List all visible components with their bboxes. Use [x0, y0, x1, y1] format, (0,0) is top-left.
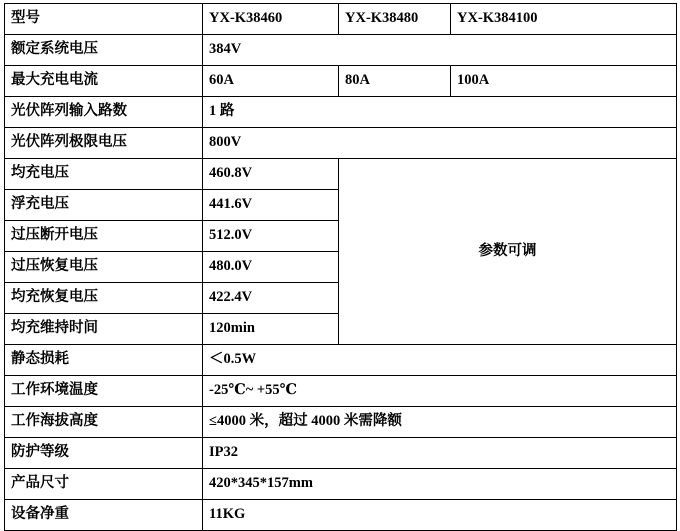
adjustable-parameters-note: 参数可调 [339, 159, 677, 345]
operating-temperature-value: -25℃~ +55℃ [203, 376, 677, 407]
table-row [5, 66, 677, 97]
table-row [5, 500, 677, 531]
pv-limit-voltage-value: 800V [203, 128, 677, 159]
max-charge-current-value-2: 80A [339, 66, 451, 97]
protection-level-value: IP32 [203, 438, 677, 469]
equalize-voltage-value: 460.8V [203, 159, 339, 190]
table-row [5, 35, 677, 66]
row-label-overvoltage-recover: 过压恢复电压 [5, 252, 203, 283]
table-row [5, 97, 677, 128]
row-label-protection-level: 防护等级 [5, 438, 203, 469]
row-label-pv-input-channels: 光伏阵列输入路数 [5, 97, 203, 128]
product-specification-table [4, 3, 677, 531]
static-loss-value: ＜0.5W [203, 345, 677, 376]
row-label-pv-limit-voltage: 光伏阵列极限电压 [5, 128, 203, 159]
table-row [5, 438, 677, 469]
table-row [5, 128, 677, 159]
max-charge-current-value-1: 60A [203, 66, 339, 97]
row-label-float-voltage: 浮充电压 [5, 190, 203, 221]
model-value-3: YX-K384100 [451, 4, 677, 35]
table-row [5, 376, 677, 407]
table-row [5, 159, 677, 190]
row-label-overvoltage-disconnect: 过压断开电压 [5, 221, 203, 252]
row-label-equalize-voltage: 均充电压 [5, 159, 203, 190]
row-label-operating-altitude: 工作海拔高度 [5, 407, 203, 438]
row-label-product-dimensions: 产品尺寸 [5, 469, 203, 500]
overvoltage-disconnect-value: 512.0V [203, 221, 339, 252]
product-dimensions-value: 420*345*157mm [203, 469, 677, 500]
table-row [5, 4, 677, 35]
row-label-equalize-duration: 均充维持时间 [5, 314, 203, 345]
row-label-static-loss: 静态损耗 [5, 345, 203, 376]
row-label-rated-voltage: 额定系统电压 [5, 35, 203, 66]
row-label-model: 型号 [5, 4, 203, 35]
row-label-net-weight: 设备净重 [5, 500, 203, 531]
rated-voltage-value: 384V [203, 35, 677, 66]
table-row [5, 469, 677, 500]
max-charge-current-value-3: 100A [451, 66, 677, 97]
overvoltage-recover-value: 480.0V [203, 252, 339, 283]
float-voltage-value: 441.6V [203, 190, 339, 221]
equalize-duration-value: 120min [203, 314, 339, 345]
table-row [5, 407, 677, 438]
model-value-1: YX-K38460 [203, 4, 339, 35]
net-weight-value: 11KG [203, 500, 677, 531]
row-label-operating-temperature: 工作环境温度 [5, 376, 203, 407]
table-row [5, 345, 677, 376]
pv-input-channels-value: 1 路 [203, 97, 677, 128]
operating-altitude-value: ≤4000 米，超过 4000 米需降额 [203, 407, 677, 438]
model-value-2: YX-K38480 [339, 4, 451, 35]
row-label-max-charge-current: 最大充电电流 [5, 66, 203, 97]
equalize-recover-voltage-value: 422.4V [203, 283, 339, 314]
row-label-equalize-recover-voltage: 均充恢复电压 [5, 283, 203, 314]
